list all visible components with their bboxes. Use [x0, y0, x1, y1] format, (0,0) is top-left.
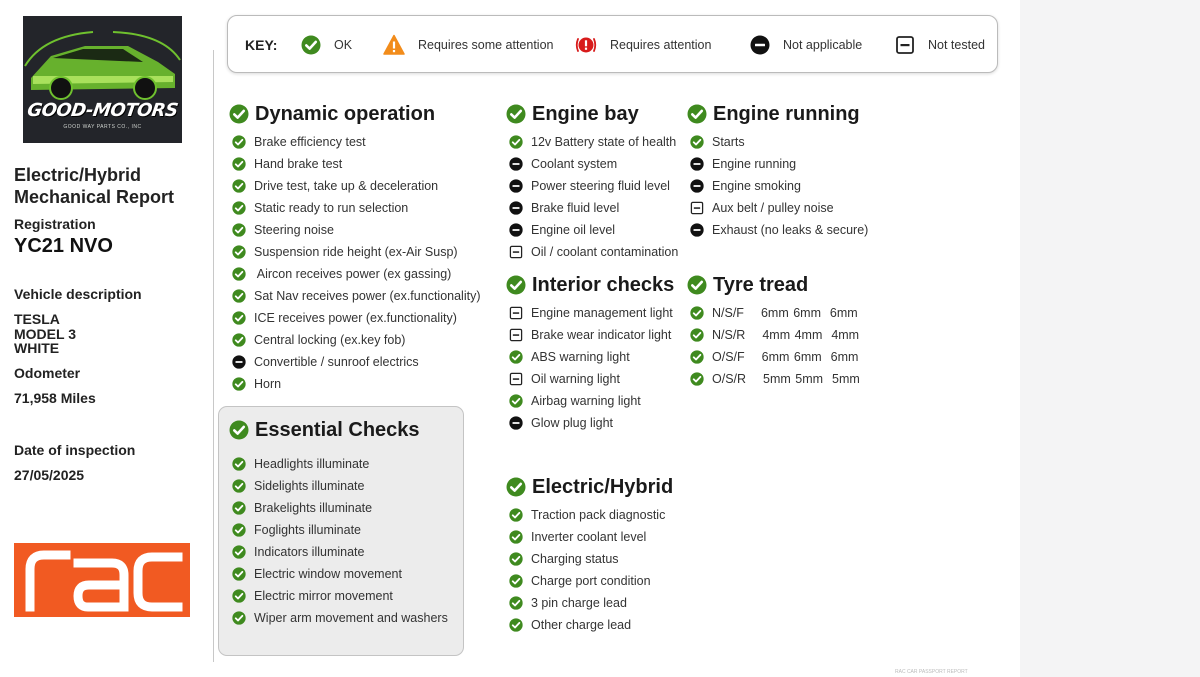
report-title-line2: Mechanical Report: [14, 187, 175, 207]
check-item-label: Starts: [712, 135, 745, 149]
check-item-label: ABS warning light: [531, 350, 630, 364]
check-item: [687, 153, 868, 175]
key-ok: [301, 16, 352, 74]
check-circle-icon: [232, 589, 246, 603]
check-circle-icon: [509, 574, 523, 588]
check-circle-icon: [232, 179, 246, 193]
check-circle-icon: [232, 223, 246, 237]
check-item-label: Indicators illuminate: [254, 545, 365, 559]
check-item-label: Brake fluid level: [531, 201, 620, 215]
minus-square-icon: [690, 201, 704, 215]
check-circle-icon: [687, 104, 707, 124]
check-item-label: Convertible / sunroof electrics: [254, 355, 419, 369]
check-item-label: Traction pack diagnostic: [531, 508, 666, 522]
key-some-attention-label: Requires some attention: [418, 38, 554, 52]
check-item-label: Oil / coolant contamination: [531, 245, 679, 259]
check-item-label: Charging status: [531, 552, 619, 566]
check-circle-icon: [232, 545, 246, 559]
check-item: [229, 131, 480, 153]
check-item: [229, 329, 480, 351]
check-item-label: O/S/F: [712, 350, 745, 364]
section-dynamic-operation: [229, 101, 480, 395]
check-item: [506, 614, 673, 636]
section-title-text: Engine running: [713, 102, 860, 125]
check-list: [506, 302, 674, 434]
check-item-label: Airbag warning light: [531, 394, 641, 408]
check-item-label: Engine running: [712, 157, 797, 171]
check-item: [229, 351, 480, 373]
check-item: [506, 324, 674, 346]
check-item: [506, 197, 678, 219]
check-item: [229, 175, 480, 197]
tyre-tread-values: 6mm 6mm 6mm: [760, 306, 858, 320]
minus-circle-icon: [509, 157, 523, 171]
inspection-date-label: Date of inspection: [14, 442, 136, 458]
check-item-label: Charge port condition: [531, 574, 651, 588]
check-item: [687, 219, 868, 241]
check-item-label: Static ready to run selection: [254, 201, 409, 215]
check-circle-icon: [232, 245, 246, 259]
check-item: [229, 285, 480, 307]
check-circle-icon: [509, 618, 523, 632]
check-list: [506, 504, 673, 636]
key-ok-icon: [301, 35, 321, 55]
minus-square-icon: [509, 328, 523, 342]
section-title-text: Engine bay: [532, 102, 639, 125]
vehicle-model: MODEL 3: [14, 325, 76, 342]
check-circle-icon: [232, 523, 246, 537]
minus-circle-icon: [690, 179, 704, 193]
vehicle-colour: WHITE: [14, 340, 60, 356]
section-title-text: Essential Checks: [255, 418, 420, 441]
section-title-text: Interior checks: [532, 273, 675, 296]
check-item: [506, 390, 674, 412]
check-item: [506, 570, 673, 592]
check-item: [229, 563, 448, 585]
check-item-label: Inverter coolant level: [531, 530, 647, 544]
check-circle-icon: [232, 201, 246, 215]
check-circle-icon: [506, 275, 526, 295]
check-item-label: Engine smoking: [712, 179, 801, 193]
key-title: KEY:: [245, 37, 278, 53]
check-circle-icon: [232, 457, 246, 471]
check-item: [229, 153, 480, 175]
check-item-label: Steering noise: [254, 223, 334, 237]
section-engine-running: [687, 101, 868, 241]
check-circle-icon: [232, 157, 246, 171]
check-circle-icon: [232, 501, 246, 515]
check-item-label: Foglights illuminate: [254, 523, 361, 537]
check-circle-icon: [509, 350, 523, 364]
check-item: [229, 475, 448, 497]
section-interior-checks: [506, 272, 674, 434]
tyre-tread-values: 4mm 4mm 4mm: [762, 328, 860, 342]
status-key: [227, 15, 998, 73]
minus-square-icon: [509, 245, 523, 259]
key-ok-label: OK: [334, 38, 353, 52]
check-item: [229, 307, 480, 329]
key-not-applicable-icon: [750, 35, 770, 55]
check-item-label: 12v Battery state of health: [531, 135, 677, 149]
footer-note: RAC CAR PASSPORT REPORT: [895, 669, 968, 675]
check-circle-icon: [232, 311, 246, 325]
key-not-applicable-label: Not applicable: [783, 38, 863, 52]
check-item: [506, 131, 678, 153]
check-item: [506, 346, 674, 368]
check-circle-icon: [509, 508, 523, 522]
check-circle-icon: [690, 306, 704, 320]
check-item-label: Drive test, take up & deceleration: [254, 179, 439, 193]
key-attention: [575, 16, 711, 74]
section-title: [687, 272, 860, 298]
minus-circle-icon: [509, 179, 523, 193]
section-title: [687, 101, 868, 127]
check-circle-icon: [509, 552, 523, 566]
section-title: [229, 101, 480, 127]
vehicle-make: TESLA: [14, 311, 60, 327]
check-item: [229, 373, 480, 395]
check-circle-icon: [690, 135, 704, 149]
check-item-label: Glow plug light: [531, 416, 613, 430]
check-circle-icon: [690, 328, 704, 342]
key-attention-label: Requires attention: [610, 38, 712, 52]
check-circle-icon: [232, 289, 246, 303]
section-title: [506, 101, 678, 127]
inspection-date-value: 27/05/2025: [14, 467, 85, 483]
check-item-label: N/S/R: [712, 328, 746, 342]
column-divider: [213, 50, 214, 662]
check-item: [687, 197, 868, 219]
section-title: [506, 272, 674, 298]
key-some-attention: [383, 16, 554, 74]
check-item: [229, 241, 480, 263]
check-circle-icon: [232, 377, 246, 391]
check-item-label: Headlights illuminate: [254, 457, 370, 471]
check-item-label: Brakelights illuminate: [254, 501, 373, 515]
logo-tagline: GOOD WAY PARTS CO., INC: [63, 124, 142, 130]
check-item: [687, 175, 868, 197]
check-circle-icon: [232, 135, 246, 149]
check-circle-icon: [690, 372, 704, 386]
rac-logo: [14, 543, 190, 617]
section-essential-checks: [229, 417, 448, 629]
section-engine-bay: [506, 101, 678, 263]
tyre-tread-values: 5mm 5mm 5mm: [763, 372, 860, 386]
check-item: [506, 175, 678, 197]
section-tyre-tread: [687, 272, 860, 390]
check-item-label: Electric mirror movement: [254, 589, 393, 603]
check-item-label: Aux belt / pulley noise: [712, 201, 834, 215]
check-item: [687, 368, 860, 390]
section-electric-hybrid: [506, 474, 673, 636]
check-item: [506, 548, 673, 570]
key-not-tested-label: Not tested: [928, 38, 985, 52]
check-item: [229, 263, 480, 285]
check-item-label: Sidelights illuminate: [254, 479, 365, 493]
check-item: [229, 541, 448, 563]
check-circle-icon: [232, 267, 246, 281]
minus-circle-icon: [690, 157, 704, 171]
check-circle-icon: [509, 596, 523, 610]
report-title: [14, 164, 204, 208]
check-item: [229, 453, 448, 475]
check-item: [687, 346, 860, 368]
check-item-label: O/S/R: [712, 372, 747, 386]
check-list: [229, 131, 480, 395]
check-list: [687, 131, 868, 241]
check-item-label: Electric window movement: [254, 567, 402, 581]
minus-circle-icon: [509, 223, 523, 237]
check-item-label: 3 pin charge lead: [531, 596, 627, 610]
check-item: [506, 526, 673, 548]
check-item-label: Aircon receives power (ex gassing): [254, 267, 452, 281]
check-item-label: Exhaust (no leaks & secure): [712, 223, 869, 237]
check-circle-icon: [232, 567, 246, 581]
check-item: [506, 368, 674, 390]
check-item-label: Engine management light: [531, 306, 673, 320]
check-item: [229, 519, 448, 541]
check-item-label: Other charge lead: [531, 618, 632, 632]
minus-circle-icon: [509, 201, 523, 215]
check-item-label: Brake wear indicator light: [531, 328, 672, 342]
vehicle-description-label: Vehicle description: [14, 286, 142, 302]
check-item: [506, 153, 678, 175]
check-item-label: Hand brake test: [254, 157, 343, 171]
check-item: [506, 592, 673, 614]
check-list: [229, 453, 448, 629]
check-circle-icon: [506, 477, 526, 497]
section-title-text: Dynamic operation: [255, 102, 436, 125]
section-title: [229, 417, 448, 443]
check-item-label: N/S/F: [712, 306, 744, 320]
check-item-label: Power steering fluid level: [531, 179, 670, 193]
check-item: [506, 504, 673, 526]
section-title-text: Tyre tread: [713, 273, 809, 296]
check-circle-icon: [229, 420, 249, 440]
check-circle-icon: [509, 394, 523, 408]
vehicle-description: [14, 312, 76, 356]
key-alert-icon: [575, 34, 597, 56]
check-circle-icon: [232, 333, 246, 347]
registration-value: YC21 NVO: [14, 235, 113, 257]
odometer-value: 71,958 Miles: [14, 390, 96, 406]
report-title-line1: Electric/Hybrid: [14, 165, 142, 185]
check-item-label: Suspension ride height (ex-Air Susp): [254, 245, 458, 259]
key-warning-icon: [383, 34, 405, 56]
check-item: [506, 412, 674, 434]
check-item-label: Brake efficiency test: [254, 135, 366, 149]
check-item: [506, 302, 674, 324]
minus-square-icon: [509, 372, 523, 386]
check-circle-icon: [232, 479, 246, 493]
odometer-label: Odometer: [14, 365, 81, 381]
check-circle-icon: [509, 135, 523, 149]
check-item: [229, 197, 480, 219]
check-item-label: Engine oil level: [531, 223, 616, 237]
page-margin: [1020, 0, 1200, 677]
check-item: [506, 219, 678, 241]
check-item-label: Sat Nav receives power (ex.functionality): [254, 289, 481, 303]
check-item: [229, 219, 480, 241]
minus-square-icon: [509, 306, 523, 320]
check-circle-icon: [232, 611, 246, 625]
check-item: [506, 241, 678, 263]
tyre-tread-values: 6mm 6mm 6mm: [761, 350, 859, 364]
check-item-label: Central locking (ex.key fob): [254, 333, 406, 347]
section-title: [506, 474, 673, 500]
key-not-tested: [895, 16, 985, 74]
check-circle-icon: [690, 350, 704, 364]
check-item-label: Coolant system: [531, 157, 618, 171]
registration-label: Registration: [14, 216, 96, 232]
check-item: [687, 324, 860, 346]
logo-wordmark: GOOD-MOTORS: [25, 100, 180, 121]
minus-circle-icon: [509, 416, 523, 430]
check-list: [506, 131, 678, 263]
check-circle-icon: [506, 104, 526, 124]
check-list: [687, 302, 860, 390]
check-item: [229, 497, 448, 519]
check-item-label: Oil warning light: [531, 372, 620, 386]
rac-wordmark-icon: [14, 543, 190, 617]
check-item: [229, 607, 448, 629]
minus-circle-icon: [232, 355, 246, 369]
check-item-label: ICE receives power (ex.functionality): [254, 311, 457, 325]
check-item-label: Horn: [254, 377, 282, 391]
good-motors-logo: [23, 16, 182, 143]
key-not-applicable: [750, 16, 862, 74]
check-item: [687, 131, 868, 153]
check-circle-icon: [687, 275, 707, 295]
check-item: [229, 585, 448, 607]
check-circle-icon: [229, 104, 249, 124]
section-title-text: Electric/Hybrid: [532, 475, 674, 498]
minus-circle-icon: [690, 223, 704, 237]
key-not-tested-icon: [895, 35, 915, 55]
check-item: [687, 302, 860, 324]
check-circle-icon: [509, 530, 523, 544]
check-item-label: Wiper arm movement and washers: [254, 611, 448, 625]
